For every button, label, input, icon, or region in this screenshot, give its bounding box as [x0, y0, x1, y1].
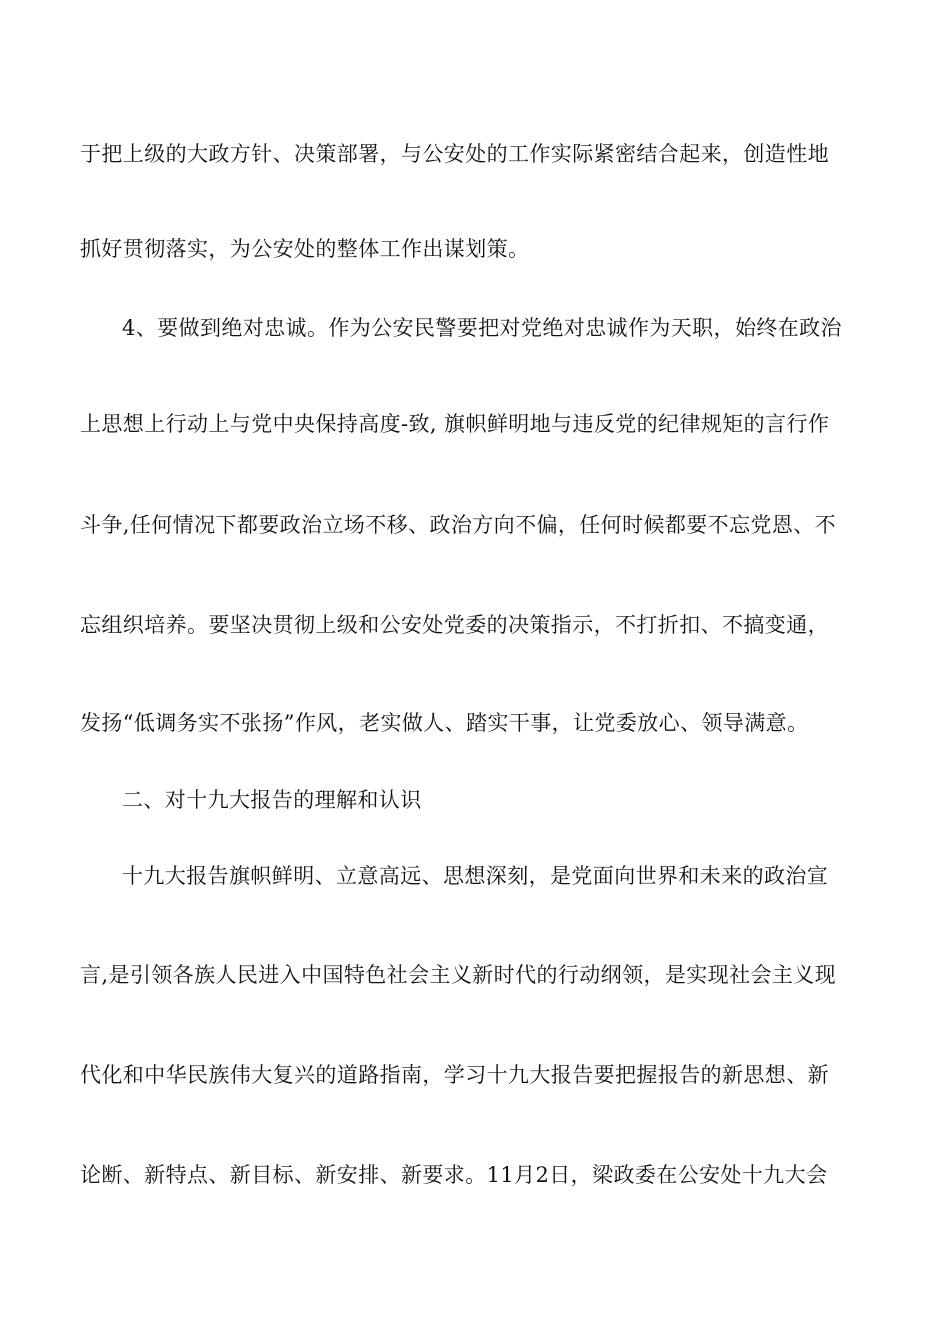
text-line: 论断、新特点、新目标、新安排、新要求。11月2日，梁政委在公安处十九大会: [80, 1163, 828, 1187]
text-line: 抓好贯彻落实，为公安处的整体工作出谋划策。: [80, 237, 530, 261]
text-line: 言,是引领各族人民进入中国特色社会主义新时代的行动纲领，是实现社会主义现: [80, 963, 837, 987]
text-line: 斗争,任何情况下都要政治立场不移、政治方向不偏，任何时候都要不忘党恩、不: [80, 513, 837, 537]
paragraph-start-line: 十九大报告旗帜鲜明、立意高远、思想深刻，是党面向世界和未来的政治宣: [122, 864, 829, 888]
text-line: 上思想上行动上与党中央保持高度-致, 旗帜鲜明地与违反党的纪律规矩的言行作: [80, 412, 830, 436]
text-line: 发扬“低调务实不张扬”作风，老实做人、踏实干事，让党委放心、领导满意。: [80, 711, 809, 735]
text-line: 忘组织培养。要坚决贯彻上级和公安处党委的决策指示，不打折扣、不搞变通，: [80, 613, 829, 637]
section-heading: 二、对十九大报告的理解和认识: [122, 788, 422, 812]
text-line: 于把上级的大政方针、决策部署，与公安处的工作实际紧密结合起来，创造性地: [80, 142, 829, 166]
text-line: 代化和中华民族伟大复兴的道路指南，学习十九大报告要把握报告的新思想、新: [80, 1063, 829, 1087]
paragraph-start-line: 4、要做到绝对忠诚。作为公安民警要把对党绝对忠诚作为天职，始终在政治: [122, 316, 842, 340]
